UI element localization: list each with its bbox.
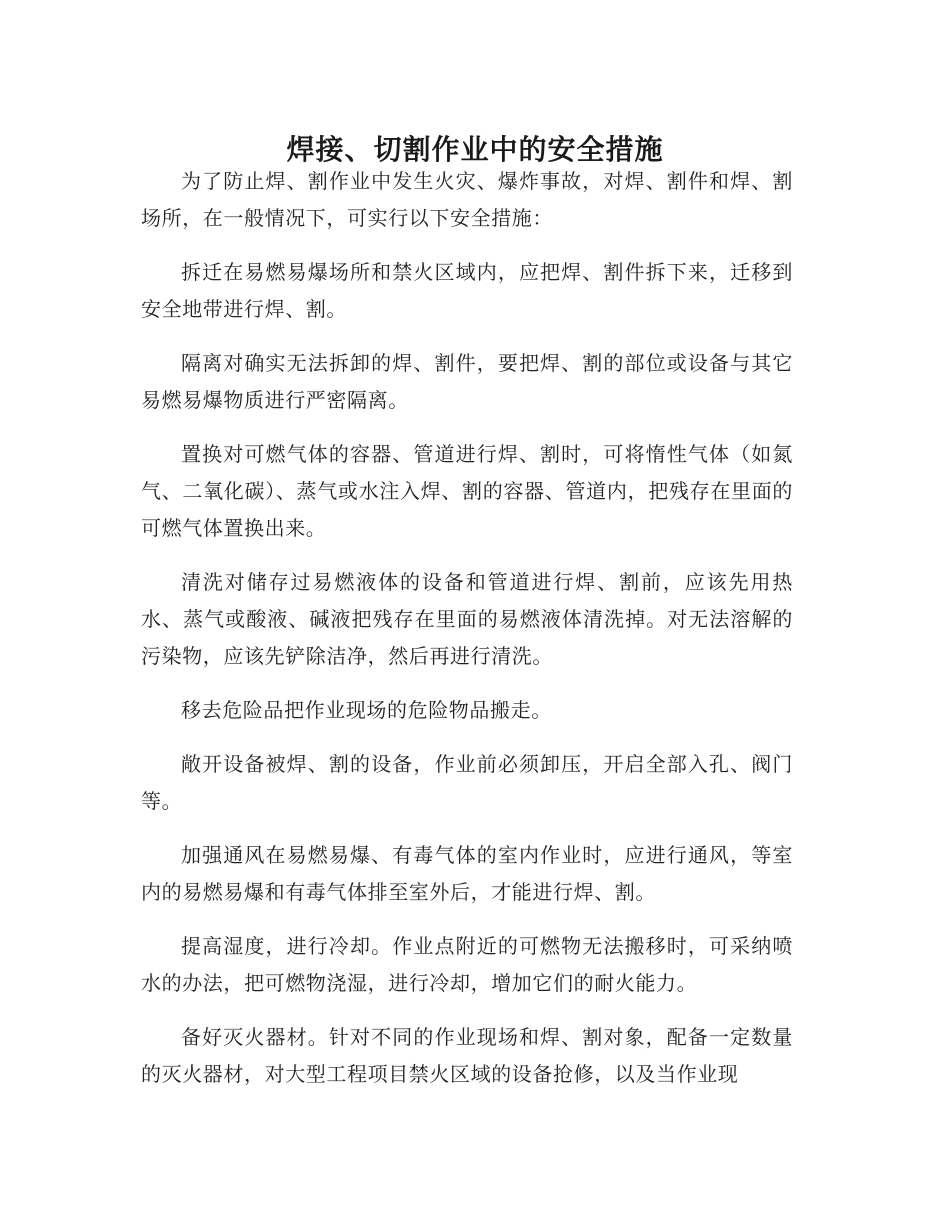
paragraph-fire-equipment: 备好灭火器材。针对不同的作业现场和焊、割对象，配备一定数量的灭火器材，对大型工程项目禁火区域的设备抢修，以及当作业现 — [141, 1025, 793, 1086]
paragraph-clean: 清洗对储存过易燃液体的设备和管道进行焊、割前，应该先用热水、蒸气或酸液、碱液把残存在里面的易燃液体清洗掉。对无法溶解的污染物，应该先铲除洁净，然后再进行清洗。 — [141, 570, 793, 668]
document-title: 焊接、切割作业中的安全措施 — [286, 132, 664, 166]
paragraph-ventilation: 加强通风在易燃易爆、有毒气体的室内作业时，应进行通风，等室内的易燃易爆和有毒气体排至室外后，才能进行焊、割。 — [141, 843, 793, 904]
paragraph-remove-hazards: 移去危险品把作业现场的危险物品搬走。 — [181, 698, 552, 722]
paragraph-isolate: 隔离对确实无法拆卸的焊、割件，要把焊、割的部位或设备与其它易燃易爆物质进行严密隔离。 — [141, 351, 793, 412]
paragraph-humidity-cooling: 提高湿度，进行冷却。作业点附近的可燃物无法搬移时，可采纳喷水的办法，把可燃物浇湿，进行冷却，增加它们的耐火能力。 — [141, 934, 793, 995]
paragraph-open-equipment: 敞开设备被焊、割的设备，作业前必须卸压，开启全部入孔、阀门等。 — [141, 752, 793, 813]
document-body — [141, 163, 793, 1110]
paragraph-relocate: 拆迁在易燃易爆场所和禁火区域内，应把焊、割件拆下来，迁移到安全地带进行焊、割。 — [141, 260, 793, 321]
paragraph-replace: 置换对可燃气体的容器、管道进行焊、割时，可将惰性气体（如氮气、二氧化碳）、蒸气或水注入焊、割的容器、管道内，把残存在里面的可燃气体置换出来。 — [141, 442, 793, 540]
paragraph-intro: 为了防止焊、割作业中发生火灾、爆炸事故，对焊、割件和焊、割场所，在一般情况下，可实行以下安全措施： — [141, 169, 793, 230]
